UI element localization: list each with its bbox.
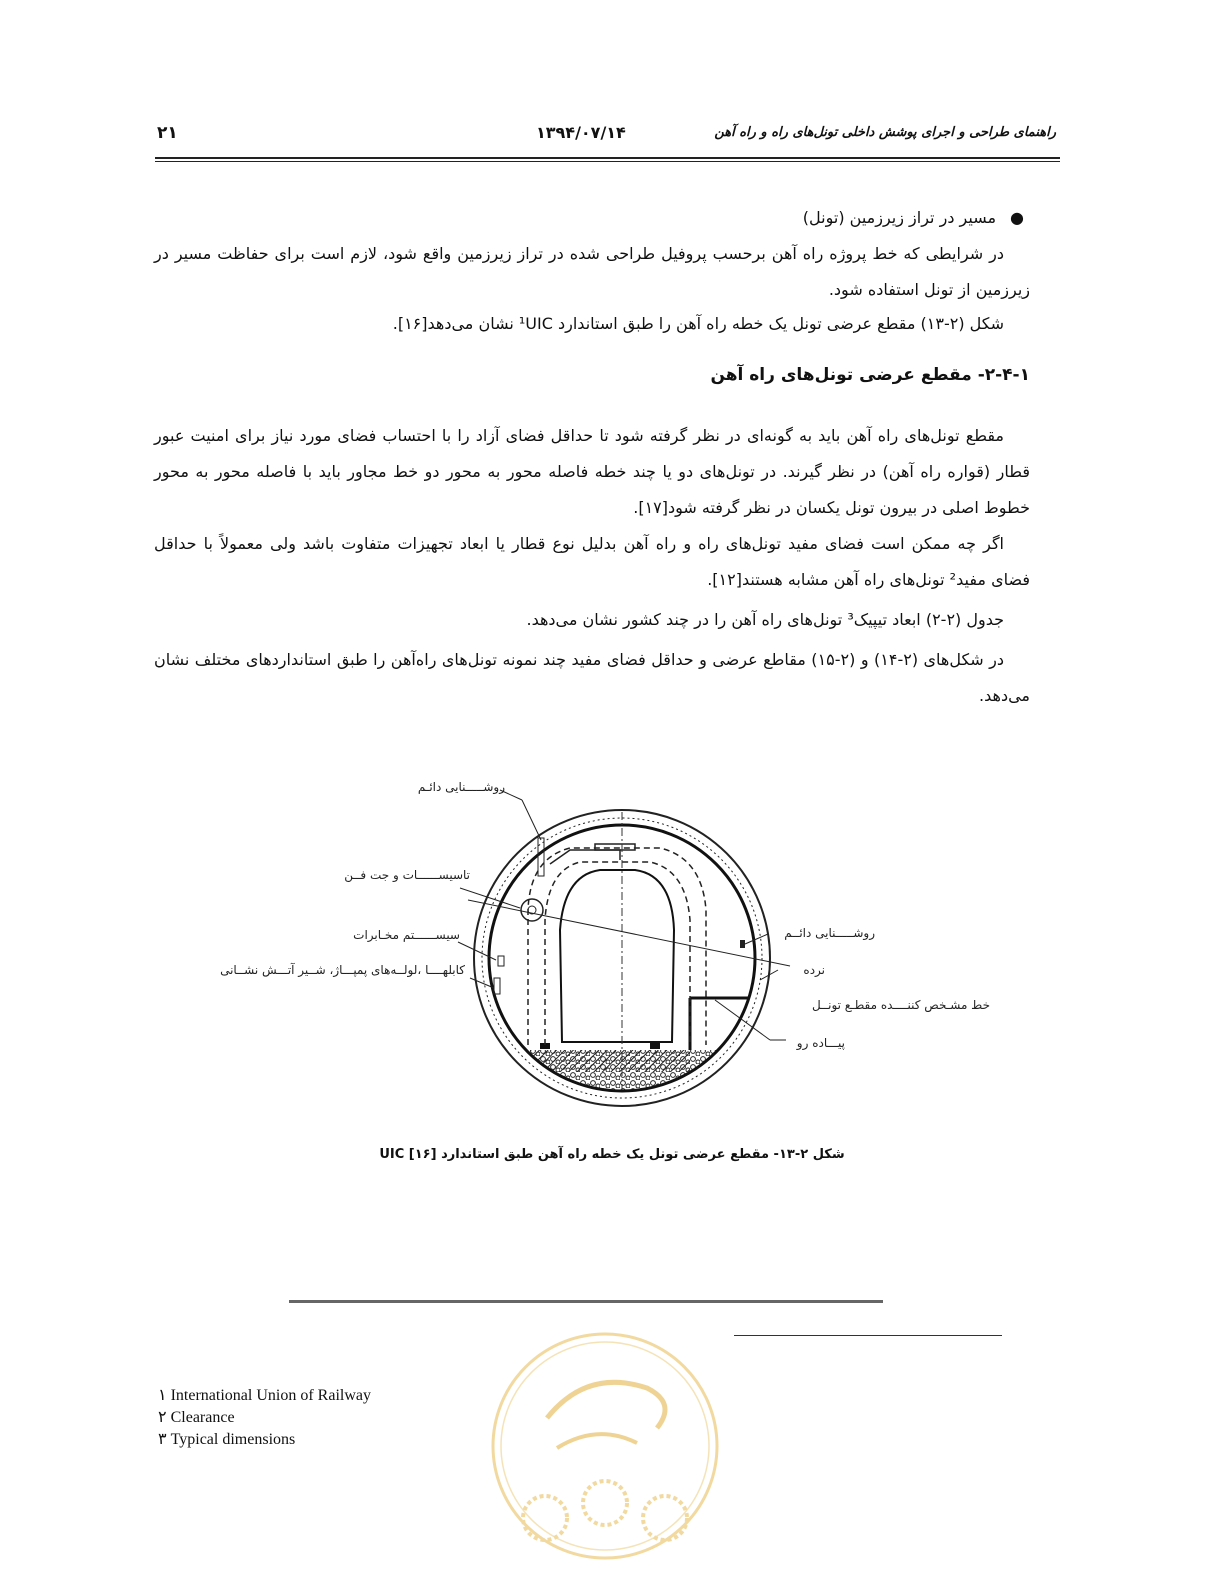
figure-caption: شکل ۲-۱۳- مقطع عرضی تونل یک خطه راه آهن طبق استاندارد UIC [۱۶] bbox=[379, 1147, 845, 1162]
footnote-1: ۱ International Union of Railway bbox=[158, 1387, 371, 1404]
label-cables-pipes: کابلهــــا ،لولــه‌های پمپـــاژ، شــیر آتـــش نشــانی bbox=[220, 963, 465, 977]
footnote-2: ۲ Clearance bbox=[158, 1409, 235, 1426]
label-communication-system: سیســــــتم مخـابرات bbox=[353, 928, 460, 942]
paragraph-3: مقطع تونل‌های راه آهن باید به گونه‌ای در نظر گرفته شود تا حداقل فضای آزاد را با احتساب فضای مورد نیاز برای امنیت عبور قطار (قواره راه آهن) در نظر گیرند. در تونل‌های دو یا چند خطه فاصله محور به محور دو خط مجاور باید با فاصله محور به محور خطوط اصلی در بیرون تونل یکسان در نظر گرفته شود[۱۷]. bbox=[154, 426, 1030, 517]
label-permanent-lighting-top: روشـــــنایی دائـم bbox=[417, 780, 505, 794]
bullet-item bbox=[803, 200, 1024, 236]
paragraph-4: اگر چه ممکن است فضای مفید تونل‌های راه و راه آهن بدلیل نوع قطار یا ابعاد تجهیزات متفاوت باشد ولی معمولاً با حداقل فضای مفید² تونل‌های راه آهن مشابه هستند[۱۲]. bbox=[154, 534, 1030, 589]
header-rule-thick bbox=[155, 157, 1060, 159]
tunnel-cross-section-figure bbox=[150, 760, 1010, 1120]
section-heading: ۲-۴-۱- مقطع عرضی تونل‌های راه آهن bbox=[710, 365, 1030, 385]
label-installations-jet-fan: تاسیســــــات و جت فــن bbox=[344, 868, 470, 882]
running-header-title: راهنمای طراحی و اجرای پوشش داخلی تونل‌های راه و راه آهن bbox=[714, 125, 1056, 140]
header-date: ۱۳۹۴/۰۷/۱۴ bbox=[536, 123, 626, 142]
paragraph-1: در شرایطی که خط پروژه راه آهن برحسب پروفیل طراحی شده در تراز زیرزمین واقع شود، لازم است برای حفاظت مسیر در زیرزمین از تونل استفاده شود. bbox=[154, 244, 1030, 299]
footer-separator bbox=[289, 1300, 883, 1303]
header-rule-thin bbox=[155, 161, 1060, 162]
footnotes bbox=[158, 1385, 371, 1451]
label-tunnel-profile-line: خط مشـخص کننــــده مقطـع تونــل bbox=[811, 998, 990, 1012]
page-number: ۲۱ bbox=[157, 123, 178, 143]
label-permanent-lighting-right: روشـــــنایی دائــم bbox=[784, 926, 875, 940]
train-profile bbox=[560, 870, 674, 1042]
paragraph-6: در شکل‌های (۲-۱۴) و (۲-۱۵) مقاطع عرضی و حداقل فضای مفید چند نمونه تونل‌های راه‌آهن را طبق استانداردهای مختلف نشان می‌دهد. bbox=[154, 650, 1030, 705]
paragraph-2: شکل (۲-۱۳) مقطع عرضی تونل یک خطه راه آهن را طبق استاندارد ¹UIC نشان می‌دهد[۱۶]. bbox=[392, 314, 1004, 333]
footnote-separator bbox=[734, 1335, 1002, 1336]
bullet-dot-icon: ● bbox=[1010, 208, 1024, 227]
watermark-seal-icon bbox=[487, 1328, 723, 1584]
bullet-text: مسیر در تراز زیرزمین (تونل) bbox=[802, 208, 997, 227]
tunnel-diagram bbox=[150, 760, 1010, 1120]
paragraph-5: جدول (۲-۲) ابعاد تیپیک³ تونل‌های راه آهن را در چند کشور نشان می‌دهد. bbox=[526, 610, 1004, 629]
footnote-3: ۳ Typical dimensions bbox=[158, 1431, 296, 1448]
jet-fan-icon bbox=[521, 899, 543, 921]
clearance-gauge-outer bbox=[528, 848, 706, 1045]
label-walkway: پیـــاده رو bbox=[796, 1036, 845, 1050]
track-bed bbox=[530, 1050, 690, 1072]
label-railing: نرده bbox=[803, 963, 825, 977]
